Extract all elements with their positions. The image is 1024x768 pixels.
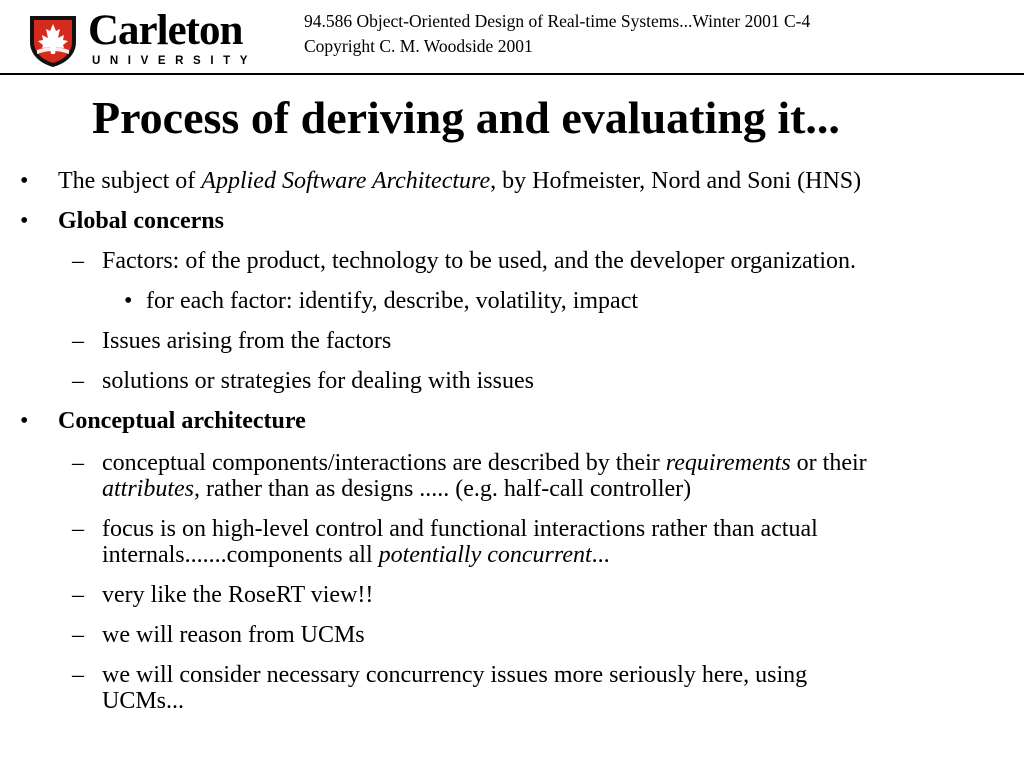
bullet-text: internals.......components all xyxy=(102,542,379,568)
sub-bullet-marker: – xyxy=(72,516,84,542)
sub-bullet-focus: focus is on high-level control and functional interactions rather than actual xyxy=(102,516,818,542)
sub-bullet-marker: – xyxy=(72,450,84,476)
emphasis-text: requirements xyxy=(665,450,791,476)
bullet-text: conceptual components/interactions are described by their xyxy=(102,450,666,476)
bullet-subject-of xyxy=(58,168,861,194)
sub-bullet-conceptual-components-cont xyxy=(102,476,691,502)
bullet-marker: • xyxy=(20,408,29,434)
sub-bullet-marker: – xyxy=(72,328,84,354)
sub-bullet-marker: – xyxy=(72,582,84,608)
slide-header-info xyxy=(304,9,810,59)
sub-sub-bullet-marker: • xyxy=(124,288,133,314)
bullet-conceptual-architecture: Conceptual architecture xyxy=(58,408,306,434)
copyright-line: Copyright C. M. Woodside 2001 xyxy=(304,36,533,56)
sub-bullet-concurrency: we will consider necessary concurrency issues more seriously here, using xyxy=(102,662,808,688)
bullet-global-concerns: Global concerns xyxy=(58,208,224,234)
sub-bullet-marker: – xyxy=(72,368,84,394)
sub-bullet-marker: – xyxy=(72,662,84,688)
carleton-logo xyxy=(28,7,260,70)
bullet-text: The subject of xyxy=(58,168,202,194)
sub-bullet-concurrency-cont: UCMs... xyxy=(102,688,185,714)
course-line: 94.586 Object-Oriented Design of Real-time Systems...Winter 2001 C-4 xyxy=(304,11,811,31)
sub-bullet-conceptual-components xyxy=(102,450,867,476)
sub-bullet-ucms: we will reason from UCMs xyxy=(102,622,365,648)
bullet-text: or their xyxy=(790,450,867,476)
sub-bullet-solutions: solutions or strategies for dealing with issues xyxy=(102,368,534,394)
sub-bullet-focus-cont xyxy=(102,542,610,568)
sub-bullet-marker: – xyxy=(72,248,84,274)
emphasis-text: potentially concurrent xyxy=(378,542,592,568)
book-title: Applied Software Architecture xyxy=(201,168,491,194)
sub-sub-bullet-each-factor: for each factor: identify, describe, volatility, impact xyxy=(146,288,639,314)
bullet-text: rather than as designs ..... (e.g. half-call controller) xyxy=(200,476,692,502)
sub-bullet-issues: Issues arising from the factors xyxy=(102,328,392,354)
bullet-text: ... xyxy=(591,542,610,568)
slide-title: Process of deriving and evaluating it... xyxy=(92,92,840,143)
bullet-marker: • xyxy=(20,168,29,194)
sub-bullet-rosert: very like the RoseRT view!! xyxy=(102,582,374,608)
header-divider xyxy=(0,73,1024,75)
bullet-marker: • xyxy=(20,208,29,234)
logo-wordmark: Carleton xyxy=(88,7,243,54)
sub-bullet-factors: Factors: of the product, technology to be used, and the developer organization. xyxy=(102,248,857,274)
emphasis-text: attributes, xyxy=(102,476,201,502)
sub-bullet-marker: – xyxy=(72,622,84,648)
bullet-text: , by Hofmeister, Nord and Soni (HNS) xyxy=(490,168,862,194)
maple-leaf-shield-icon xyxy=(28,14,78,68)
logo-subtitle: UNIVERSITY xyxy=(92,55,258,67)
